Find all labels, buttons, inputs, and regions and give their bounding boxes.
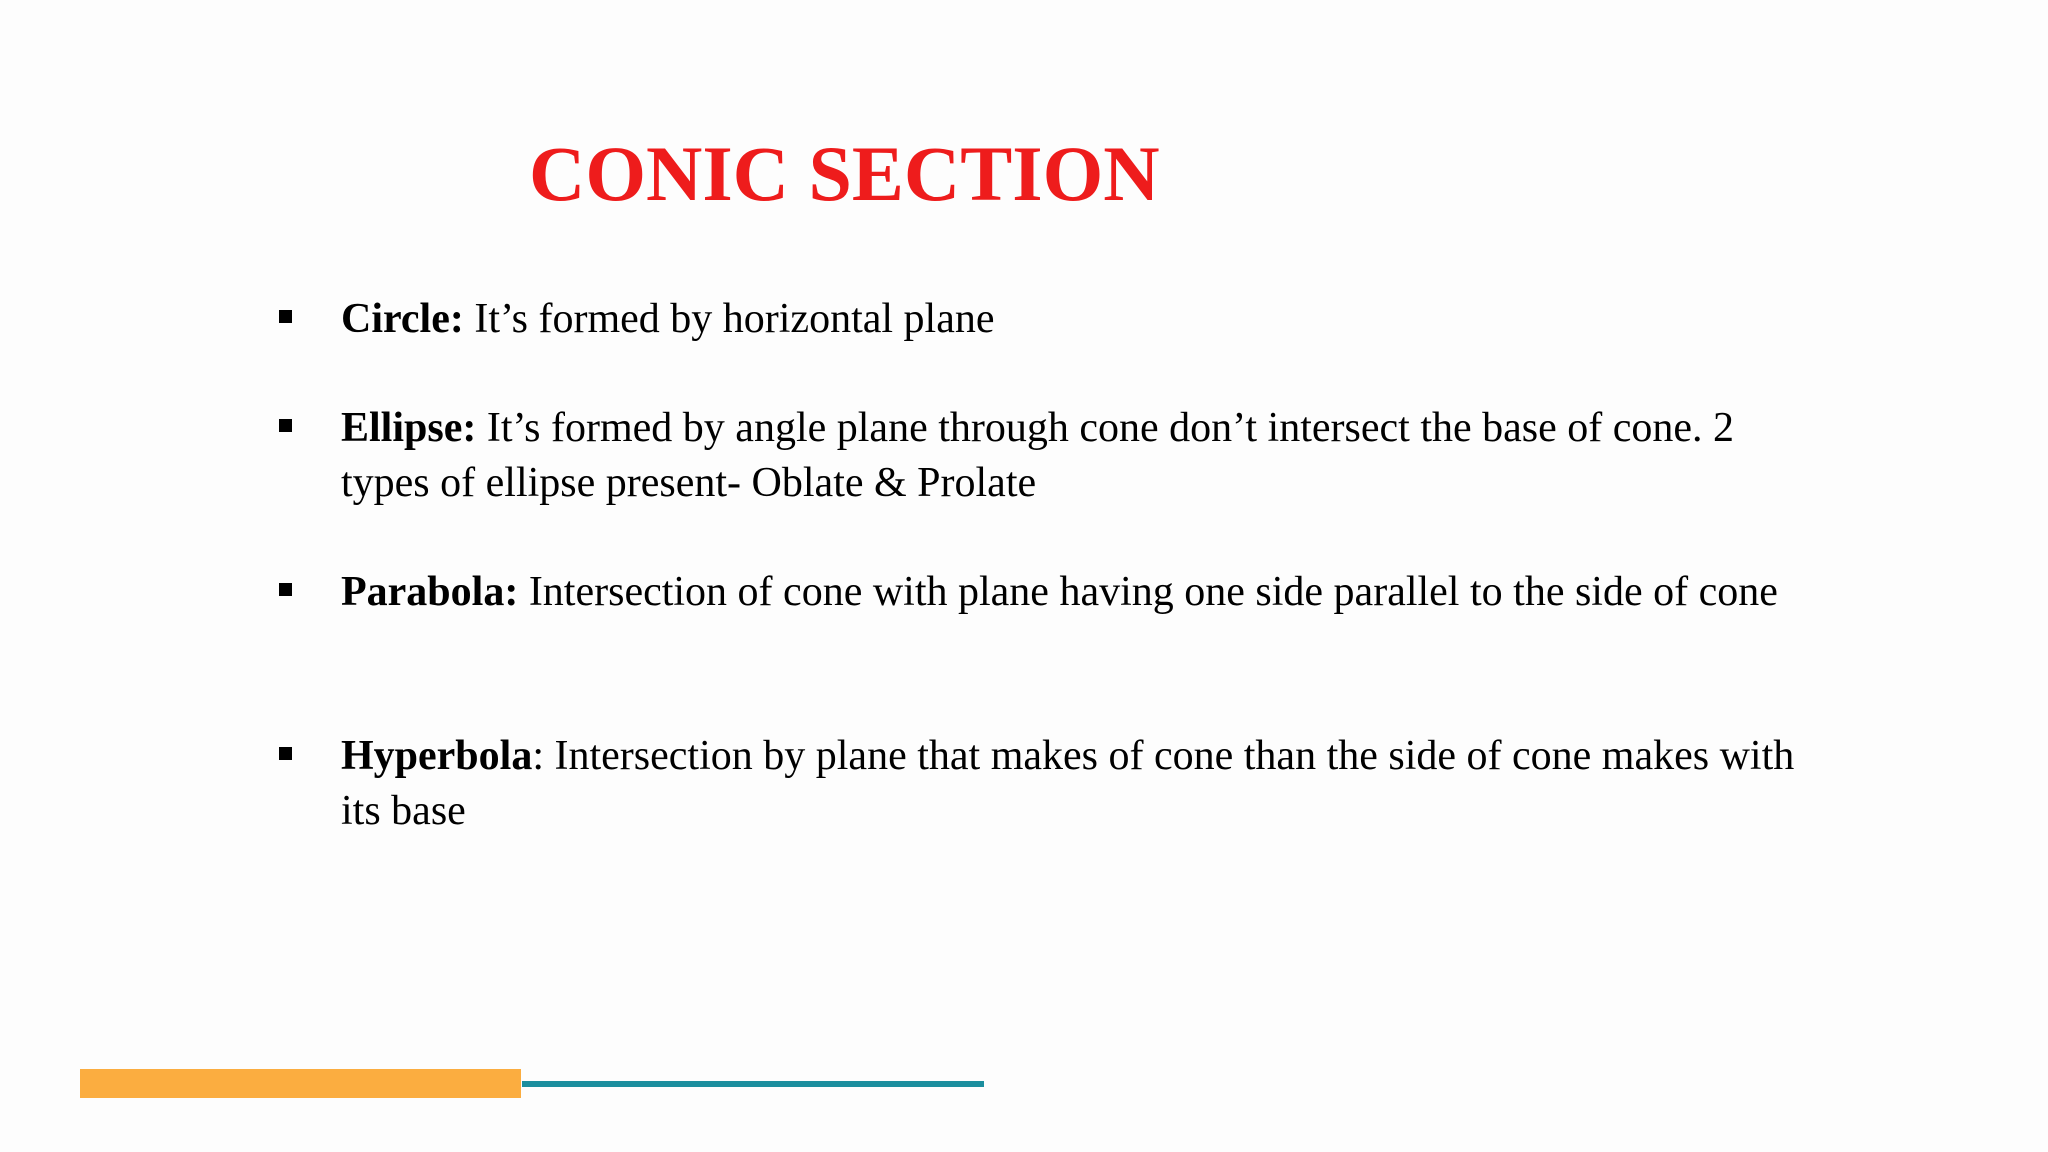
bullet-parabola <box>341 565 1821 620</box>
square-bullet-icon <box>279 419 292 432</box>
term-hyperbola: Hyperbola <box>341 733 533 779</box>
definition-circle: It’s formed by horizontal plane <box>463 296 995 342</box>
definition-parabola: Intersection of cone with plane having one side parallel to the side of cone <box>518 569 1778 615</box>
bullet-hyperbola <box>341 729 1821 839</box>
slide-title: CONIC SECTION <box>529 130 1160 217</box>
bullet-circle <box>341 292 1821 347</box>
term-parabola: Parabola: <box>341 569 519 615</box>
term-circle: Circle: <box>341 296 464 342</box>
square-bullet-icon <box>279 747 292 760</box>
square-bullet-icon <box>279 583 292 596</box>
accent-line-teal <box>522 1081 984 1087</box>
bullet-ellipse <box>341 401 1821 511</box>
term-ellipse: Ellipse: <box>341 405 477 451</box>
definition-hyperbola: : Intersection by plane that makes of cone than the side of cone makes with its base <box>341 733 1795 834</box>
square-bullet-icon <box>279 310 292 323</box>
accent-bar-orange <box>80 1069 521 1098</box>
definition-ellipse: It’s formed by angle plane through cone don’t intersect the base of cone. 2 types of ellipse present- Oblate & Prolate <box>341 405 1735 506</box>
